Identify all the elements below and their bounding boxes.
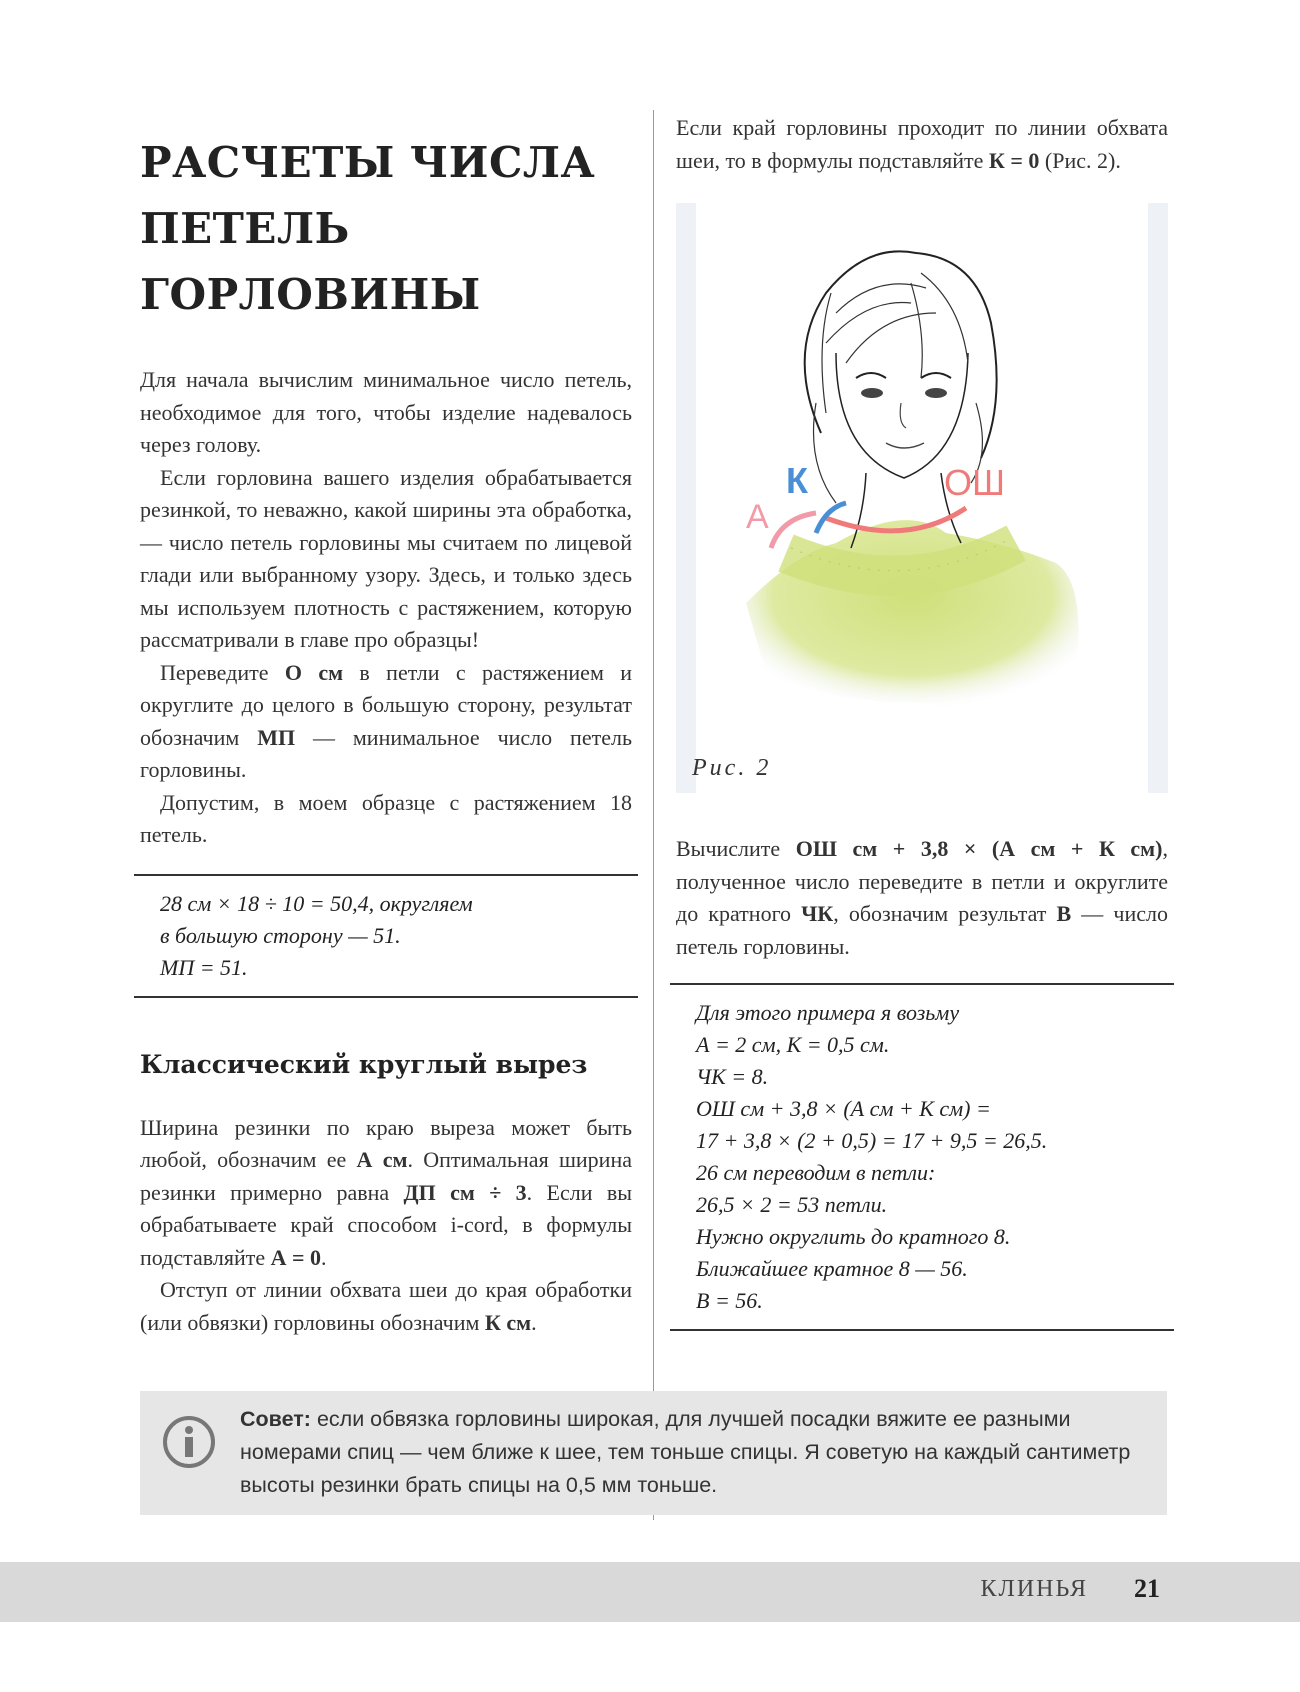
intro-paragraph: Для начала вычислим минимальное число петель, необходимое для того, чтобы изделие надевалось через голову. (140, 367, 632, 457)
formula-line: 28 см × 18 ÷ 10 = 50,4, округляем (160, 890, 473, 916)
formula-line: в большую сторону — 51. (160, 922, 401, 948)
woman-sweater-illustration (676, 203, 1168, 793)
figure-caption: Рис. 2 (692, 755, 772, 781)
tip-text: Совет: если обвязка горловины широкая, для лучшей посадки вяжите ее разными номерами спиц — чем ближе к шее, тем тоньше спицы. Я советую на каждый сантиметр высоты резинки брать спицы на 0,5 мм тоньше. (240, 1407, 1131, 1497)
formula-line: В = 56. (696, 1288, 763, 1313)
info-icon (162, 1415, 216, 1469)
calc-paragraph: Вычислите ОШ см + 3,8 × (А см + К см), полученное число переведите в петли и округлите до кратного ЧК, обозначим результат В — число петель горловины. (676, 836, 1168, 959)
formula-line: 17 + 3,8 × (2 + 0,5) = 17 + 9,5 = 26,5. (696, 1128, 1048, 1153)
right-eye (925, 388, 947, 398)
rib-paragraph: Если горловина вашего изделия обрабатывается резинкой, то неважно, какой ширины эта обработка, — число петель горловины мы считаем по лицевой глади или выбранному узору. Здесь, и только здесь мы используем плотность с растяжением, которую рассматривали в главе про образцы! (140, 464, 632, 652)
formula-line: А = 2 см, К = 0,5 см. (696, 1032, 890, 1057)
formula-line: Нужно округлить до кратного 8. (696, 1224, 1011, 1249)
formula-box-mp (134, 874, 638, 998)
formula-line: МП = 51. (160, 954, 248, 980)
label-k: К (786, 460, 808, 501)
column-divider (653, 110, 654, 1520)
example-paragraph: Допустим, в моем образце с растяжением 18 петель. (140, 789, 632, 847)
page-footer (0, 1562, 1300, 1622)
formula-line: ОШ см + 3,8 × (А см + К см) = (696, 1096, 991, 1121)
formula-line: Ближайшее кратное 8 — 56. (696, 1256, 968, 1281)
offset-paragraph: Отступ от линии обхвата шеи до края обработки (или обвязки) горловины обозначим К см. (140, 1277, 632, 1335)
label-osh: ОШ (944, 462, 1005, 503)
convert-paragraph: Переведите О см в петли с растяжением и округлите до целого в большую сторону, результат обозначим МП — минимальное число петель горловины. (140, 659, 632, 782)
formula-box-b (670, 983, 1174, 1331)
tip-box (140, 1391, 1167, 1515)
formula-line: ЧК = 8. (696, 1064, 769, 1089)
label-a: А (746, 498, 769, 536)
formula-line: Для этого примера я возьму (696, 1000, 960, 1025)
right-column (676, 112, 1168, 1331)
figure-neckline (676, 203, 1168, 793)
section-heading: Классический круглый вырез (140, 1049, 588, 1079)
chapter-name: КЛИНЬЯ (980, 1576, 1088, 1602)
width-paragraph: Ширина резинки по краю выреза может быть любой, обозначим ее А см. Оптимальная ширина резинки примерно равна ДП см ÷ 3. Если вы обрабатываете край способом i-cord, в формулы подставляйте А = 0. (140, 1114, 633, 1270)
page-number: 21 (1134, 1574, 1160, 1603)
formula-line: 26 см переводим в петли: (696, 1160, 936, 1185)
page-title: РАСЧЕТЫ ЧИСЛА ПЕТЕЛЬ ГОРЛОВИНЫ (140, 138, 596, 319)
k-zero-paragraph: Если край горловины проходит по линии обхвата шеи, то в формулы подставляйте К = 0 (Рис. 2). (676, 115, 1168, 173)
left-eye (861, 388, 883, 398)
left-column (140, 130, 632, 1339)
formula-line: 26,5 × 2 = 53 петли. (696, 1192, 888, 1217)
